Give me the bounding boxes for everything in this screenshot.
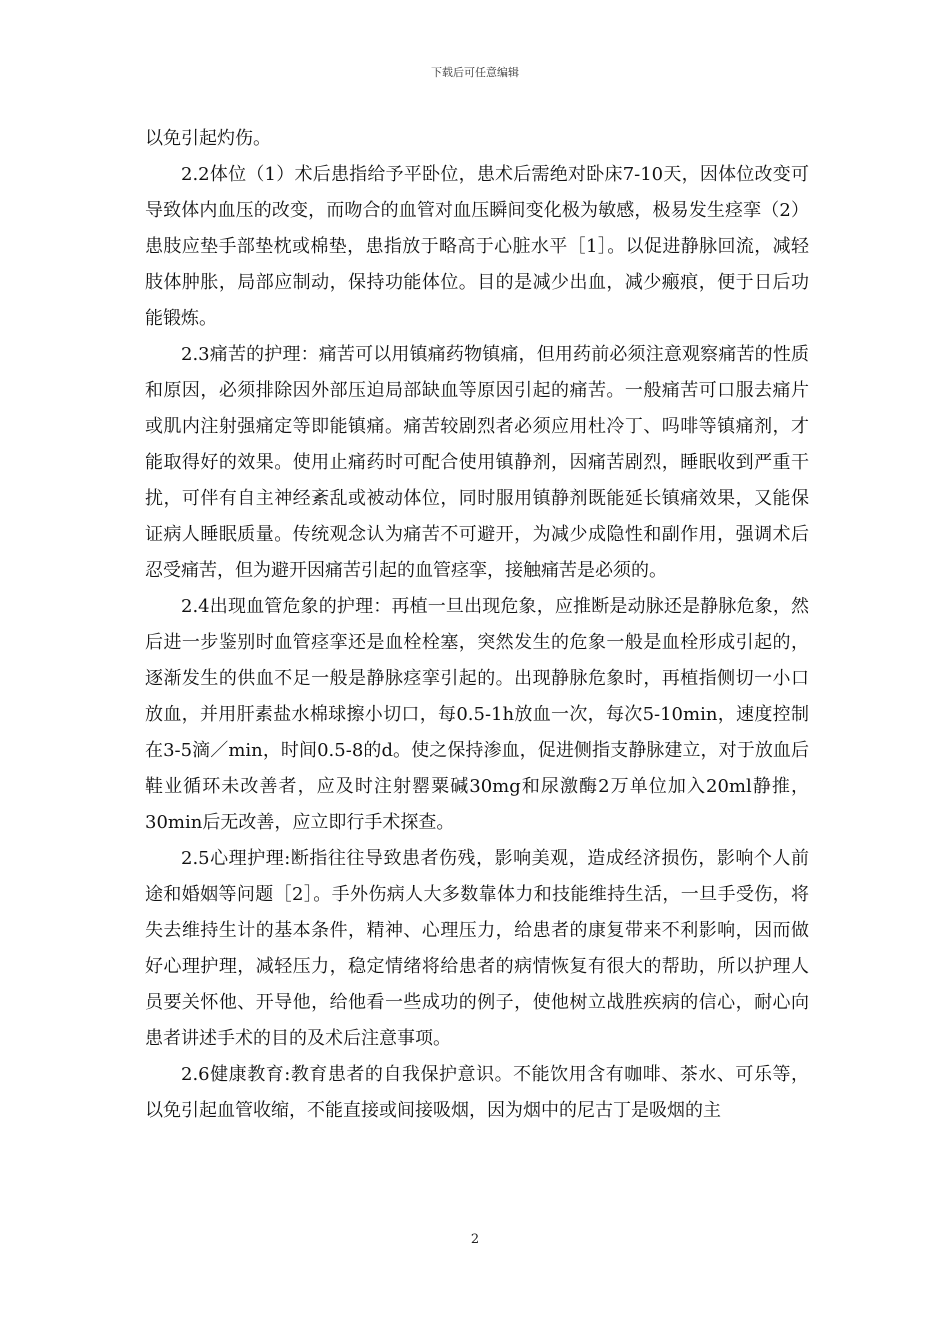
document-body [145,121,809,1129]
page-header: 下载后可任意编辑 [431,66,519,79]
paragraph-2-4-vascular-crisis: 2.4出现血管危象的护理：再植一旦出现危象，应推断是动脉还是静脉危象，然后进一步鉴别时血管痉挛还是血栓栓塞，突然发生的危象一般是血栓形成引起的，逐渐发生的供血不足一般是静脉痉挛引起的。出现静脉危象时，再植指侧切一小口放血，并用肝素盐水棉球擦小切口，每0.5-1h放血一次，每次5-10min，速度控制在3-5滴／min，时间0.5-8的d。使之保持渗血，促进侧指支静脉建立，对于放血后鞋业循环未改善者，应及时注射罂粟碱30mg和尿激酶2万单位加入20ml静推，30min后无改善，应立即行手术探查。 [145,596,809,833]
paragraph-2-5-psychological-care: 2.5心理护理:断指往往导致患者伤残，影响美观，造成经济损伤，影响个人前途和婚姻等问题［2］。手外伤病人大多数靠体力和技能维持生活，一旦手受伤，将失去维持生计的基本条件，精神、心理压力，给患者的康复带来不利影响，因而做好心理护理，减轻压力，稳定情绪将给患者的病情恢复有很大的帮助，所以护理人员要关怀他、开导他，给他看一些成功的例子，使他树立战胜疾病的信心，耐心向患者讲述手术的目的及术后注意事项。 [145,848,809,1049]
paragraph-2-3-pain-care: 2.3痛苦的护理：痛苦可以用镇痛药物镇痛，但用药前必须注意观察痛苦的性质和原因，必须排除因外部压迫局部缺血等原因引起的痛苦。一般痛苦可口服去痛片或肌内注射强痛定等即能镇痛。痛苦较剧烈者必须应用杜冷丁、吗啡等镇痛剂，才能取得好的效果。使用止痛药时可配合使用镇静剂，因痛苦剧烈，睡眠收到严重干扰，可伴有自主神经紊乱或被动体位，同时服用镇静剂既能延长镇痛效果，又能保证病人睡眠质量。传统观念认为痛苦不可避开，为减少成隐性和副作用，强调术后忍受痛苦，但为避开因痛苦引起的血管痉挛，接触痛苦是必须的。 [145,344,809,581]
paragraph-2-6-health-education: 2.6健康教育:教育患者的自我保护意识。不能饮用含有咖啡、茶水、可乐等，以免引起血管收缩，不能直接或间接吸烟，因为烟中的尼古丁是吸烟的主 [145,1064,809,1121]
page-number: 2 [470,1232,480,1247]
paragraph-continued: 以免引起灼伤。 [145,128,271,149]
paragraph-2-2-position: 2.2体位（1）术后患指给予平卧位，患术后需绝对卧床7-10天，因体位改变可导致体内血压的改变，而吻合的血管对血压瞬间变化极为敏感，极易发生痉挛（2）患肢应垫手部垫枕或棉垫，患指放于略高于心脏水平［1］。以促进静脉回流，减轻肢体肿胀，局部应制动，保持功能体位。目的是减少出血，减少瘢痕，便于日后功能锻炼。 [145,164,809,329]
